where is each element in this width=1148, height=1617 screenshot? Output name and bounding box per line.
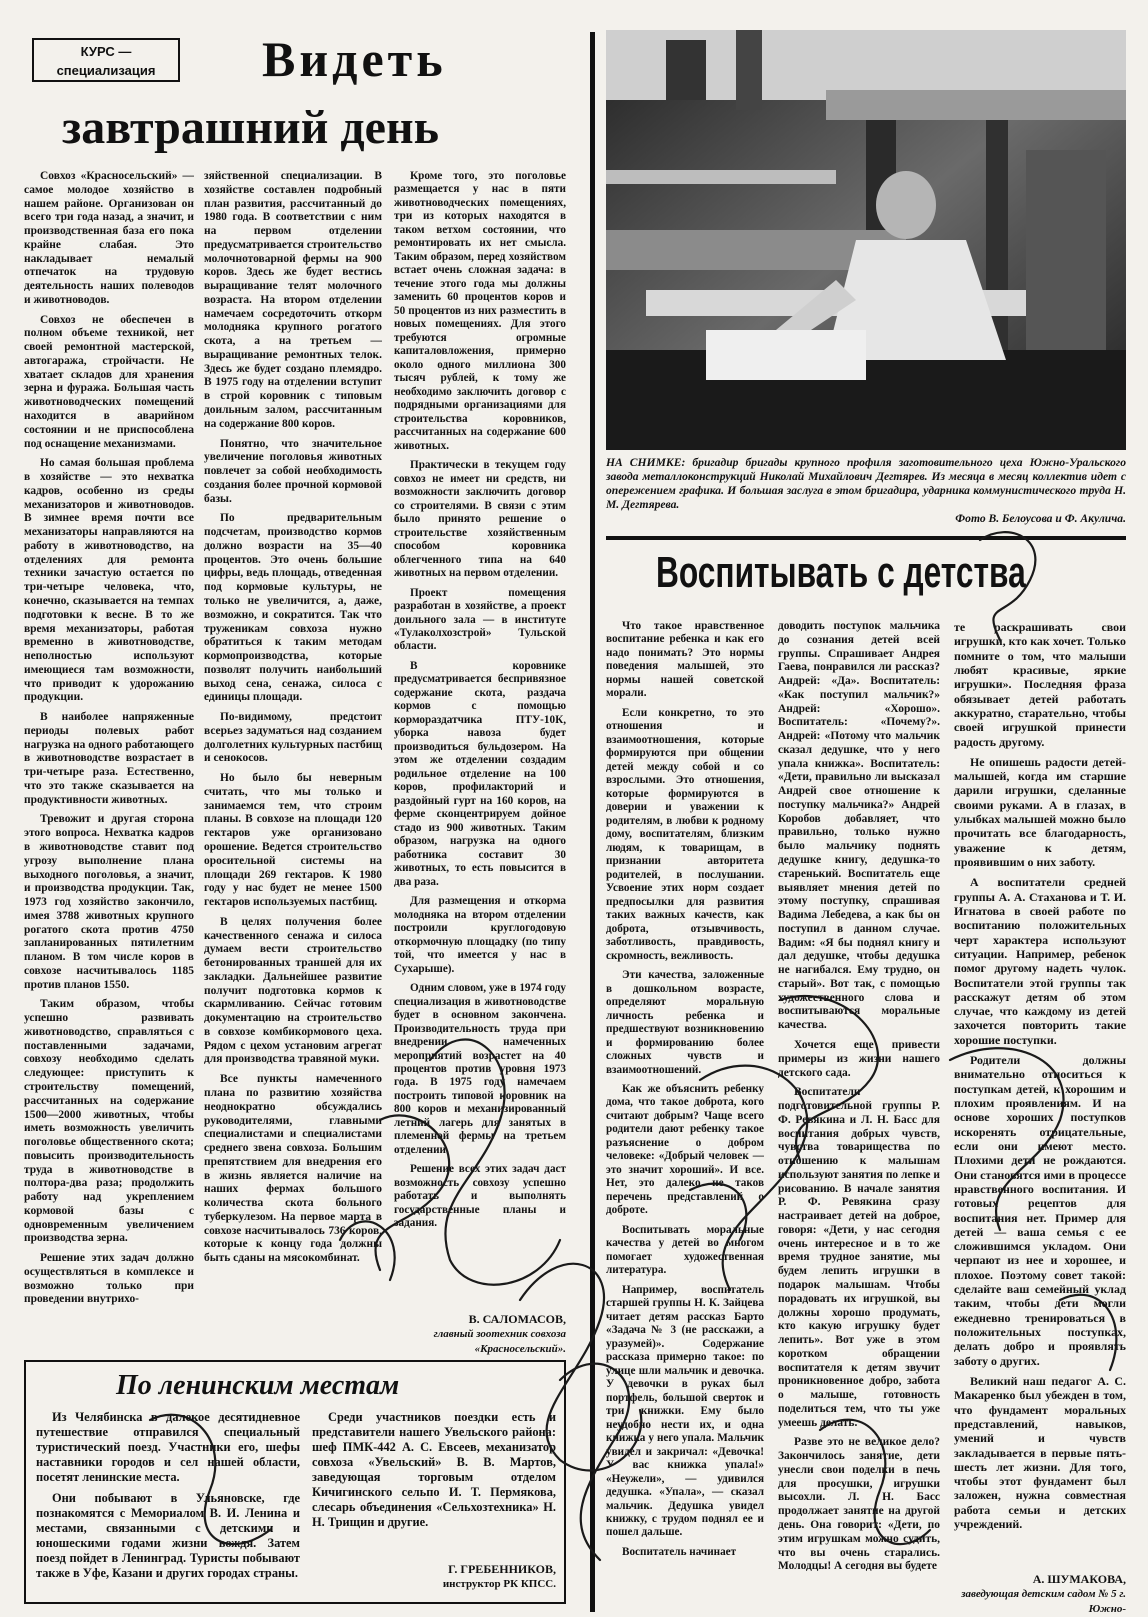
article2-col1-paragraph: Если конкретно, то это отношения и взаимоотношения, которые формируются при общении детей между собой и со взрослыми. Это отношения, которые формируются в доверии и уважении к родителям, в любви к родному дому, воспитателям, близким людям, к товарищам, в признании авторитета родителей, в послушании. Усвоение этих норм создает предпосылки для развития таких важных качеств, как доброта, отзывчивость, заботливость, правдивость, скромность, вежливость. (606, 706, 764, 962)
article1-col3-paragraph: Кроме того, это поголовье размещается у нас в пяти животноводческих помещениях, три из которых находятся в таком ветхом состоянии, что ремонтировать их нет смысла. Таким образом, перед хозяйством встает очень сложная задача: в течение этого года мы должны заменить 60 процентов коров и 50 процентов из них разместить в новых помещениях. Для этого требуются огромные капиталовложения, примерно около одного миллиона 300 тысяч рублей, к тому же необходимо заключить договор с подрядными организациями для строительства коровников, рассчитанных на содержание 600 животных. (394, 170, 566, 452)
article3-author: Г. ГРЕБЕННИКОВ, (448, 1562, 556, 1576)
article1-col3-paragraph: Проект помещения разработан в хозяйстве, а проект доильного зала — в институте «Тулаколхозстрой» Тульской области. (394, 586, 566, 653)
section-divider (606, 536, 1126, 540)
article2-col3-paragraph: Великий наш педагог А. С. Макаренко был убежден в том, что фундамент моральных представлений, навыков, умений и чувств закладывается в первые пять-шесть лет жизни. Для того, чтобы этот фундамент был заложен, нужна совместная работа семьи и детских учреждений. (954, 1373, 1126, 1532)
photo-credit: Фото В. Белоусова и Ф. Акулича. (955, 512, 1126, 525)
photo-caption-block (606, 456, 1126, 526)
rubric-line2: специализация (56, 63, 156, 78)
article2-col2-paragraph: Воспитатели подготовительной группы Р. Ф. Ревякина и Л. Н. Басс для воспитания добрых чувств, чувства товарищества по отношению к малышам используют занятия по лепке и рисованию. В начале занятия Р. Ф. Ревякина сразу настраивает детей на доброе, говоря: «Дети, у нас сегодня очень интересное и в то же время трудное занятие, мы будем лепить игрушки в подарок малышам. Чтобы порадовать их игрушкой, вы должны хорошо продумать, кто какую игрушку будет лепить». Вот уже в этом коротком обращении воспитателя к детям звучит проникновенное добро, забота о малыше, готовность поделиться тем, что ты уже умеешь делать. (778, 1086, 940, 1429)
article1-title-line1: Видеть (262, 31, 447, 87)
article2-col1-paragraph: Как же объяснить ребенку дома, что такое доброта, кого считают добрым? Чаще всего родители дают ребенку такое разъяснение о добром человеке: «Добрый человек — это значит хороший». И все. Нет, это далеко не таков перечень представлений о доброте. (606, 1082, 764, 1217)
article1-col1-paragraph: Решение этих задач должно осуществляться в комплексе и возможно только при проведении внутрихо- (24, 1252, 194, 1306)
article1-col1-paragraph: Совхоз не обеспечен в полном объеме техникой, нет своей ремонтной мастерской, автогаража, стройчасти. Не хватает складов для хранения зерна и фуража. Большая часть животноводческих помещений находится в аварийном состоянии и не приспособлена под оснащение механизмами. (24, 313, 194, 450)
article2-col1-paragraph: Что такое нравственное воспитание ребенка и как его надо понимать? Это нормы поведения малышей, это нормы нашей советской морали. (606, 620, 764, 700)
photo-caption: НА СНИМКЕ: бригадир бригады крупного профиля заготовительного цеха Южно-Уральского завода металлоконструкций Николай Михайлович Дегтярев. Из месяца в месяц коллектив идет с опережением графика. И большая заслуга в этом бригадира, ударника коммунистического труда Н. М. Дегтярева. (606, 456, 1126, 511)
article1-col3-paragraph: Решение всех этих задач даст возможность совхозу успешно работать и выполнять государственные планы и задания. (394, 1163, 566, 1230)
article1-col3-paragraph: В коровнике предусматривается беспривязное содержание скота, раздача кормов с помощью кормораздатчика ПТУ-10К, уборка навоза будет производиться бульдозером. На этом же отделении создадим родильное отделение на 100 коров, профилакторий и раздойный гурт на 160 коров, на ферме сконцентрируем дойное стадо из 900 животных. Таким образом, нагрузка на одного работника составит 30 животных, то есть повысится в два раза. (394, 659, 566, 888)
article1-column-1 (24, 170, 194, 1350)
article1-title-line2: завтрашний день (62, 101, 439, 154)
article1-col1-paragraph: Тревожит и другая сторона этого вопроса. Нехватка кадров в животноводстве ставит под угрозу выполнение плана выходного поголовья, а значит, и производства продукции. Так, 1973 год хозяйство закончило, имея 3788 животных крупного рогатого скота против 4750 запланированных пятилетним планом. В том числе коров в совхозе насчитывалось 1185 против планов 1550. (24, 813, 194, 991)
article2-col3-paragraph: те раскрашивать свои игрушки, кто как хочет. Только помните о том, что малыши любят красивые, яркие игрушки». Последняя фраза обязывает детей работать аккуратно, старательно, чтобы своей игрушкой принести радость другому. (954, 620, 1126, 749)
rubric-line1: КУРС — (80, 44, 132, 59)
article1-col1-paragraph: В наиболее напряженные периоды полевых работ нагрузка на одного работающего в животноводстве возрастает в три-четыре раза. Естественно, что это также сказывается на продуктивности животных. (24, 711, 194, 806)
article2-col3-paragraph: Родители должны внимательно относиться к поступкам детей, к хорошим и плохим проявлениям. И на основе хороших поступков искоренять отрицательные, если они имеют место. Плохими дети не рождаются. Они становятся ими в процессе нравственного воспитания. И готовых рецептов для воспитания нет. Пример для детей — ваша семья с ее сложившимся укладом. Они черпают из нее и хорошее, и плохое. Поэтому совет такой: сделайте ваш семейный уклад таким, чтобы дети могли ежедневно тренироваться в положительных поступках, делать добро и проявлять заботу о других. (954, 1053, 1126, 1368)
article1-col3-paragraph: Для размещения и откорма молодняка на втором отделении построили круглогодовую откормочную площадку (по типу той, что имеется у нас в Сухарыше). (394, 895, 566, 975)
article2-title: Воспитывать с детства (656, 548, 1026, 597)
article1-col1-paragraph: Но самая большая проблема в хозяйстве — это нехватка кадров, особенно из среды механизаторов и животноводов. В зимнее время почти все механизаторы направляются на работу в животноводство, на отделениях для ремонта техники зачастую остается по три-четыре человека, что, конечно, сказывается на темпах подготовки к весне. В то же время механизаторы, работая временно в животноводстве, неполностью используют имеющиеся там возможности, что приводит к удорожанию продукции. (24, 457, 194, 704)
article2-signature (954, 1572, 1126, 1617)
article1-col2-paragraph: По-видимому, предстоит всерьез задуматься над созданием долголетних культурных пастбищ и сенокосов. (204, 711, 382, 765)
article1-column-2 (204, 170, 382, 1350)
article3-col2-paragraph: Среди участников поездки есть и представители нашего Увельского района: шеф ПМК-442 А. С. Евсеев, механизатор совхоза «Увельский» В. В. Мартов, заведующая торговым отделом Кичигинского сельпо И. Т. Пермякова, слесарь объединения «Сельхозтехника» Н. Н. Трищин и другие. (312, 1410, 556, 1529)
column-divider (590, 32, 595, 1612)
article1-col2-paragraph: Но было бы неверным считать, что мы только и занимаемся тем, что строим планы. В совхозе на площади 120 гектаров уже организовано орошение. Ведется строительство оросительной системы на площади 269 гектаров. К 1980 году у нас будет не менее 1500 гектаров используемых пастбищ. (204, 772, 382, 909)
article2-col2-paragraph: Разве это не великое дело? Закончилось занятие, дети унесли свои поделки в печь для просушки, игрушки высохли. Л. Н. Басс продолжает занятие на другой день. Она говорит: «Дети, по этим игрушкам можно судить, что вы очень старались. Молодцы! А сегодня вы будете (778, 1436, 940, 1573)
article2-col1-paragraph: Например, воспитатель старшей группы Н. К. Зайцева читает детям рассказ Барто «Задача № 3 (не расскажи, а уразумей)». Содержание рассказа примерно такое: по улице шли мальчик и девочка. У девочки в руках был портфель, большой сверток и три книжки. Ему было неудобно нести их, и одна книжка у него упала. Мальчик увидел и закричал: «Девочка! У вас книжка упала!» «Неужели», — удивился дедушка. «Упала», — сказал мальчик. Дедушка увидел книжку, с трудом поднял ее и пошел дальше. (606, 1283, 764, 1539)
article1-col2-paragraph: Все пункты намеченного плана по развитию хозяйства неоднократно обсуждались руководителями, главными специалистами и специалистами среднего звена совхоза. Большим препятствием для внедрения его в жизнь является наличие на наших фермах большого количества скота больного туберкулезом. На первое марта в совхозе насчитывалось 736 коров, которые к концу года должны быть сданы на мясокомбинат. (204, 1073, 382, 1265)
article1-col3-paragraph: Практически в текущем году совхоз не имеет ни средств, ни возможности заключить договор со строителями. В связи с этим было принято решение о строительстве хозяйственным способом коровника облегченного типа на 640 животных на первом отделении. (394, 459, 566, 580)
article1-col2-paragraph: В целях получения более качественного сенажа и силоса думаем вести строительство бетонированных траншей для их закладки. Дальнейшее развитие получит подготовка кормов к скармливанию. Сейчас готовим документацию на строительство в совхозе комбикормового цеха. Рядом с цехом установим агрегат для производства травяной муки. (204, 915, 382, 1066)
article3-author-role: инструктор РК КПСС. (442, 1578, 556, 1590)
article1-col2-paragraph: По предварительным подсчетам, производство кормов должно возрасти на 35—40 процентов. Это очень большие цифры, ведь площадь, отведенная под кормовые культуры, не только не увеличится, а, даже, возможно, и сократится. Так что труженикам совхоза нужно обратиться к таким методам кормопроизводства, которые позволят получить наибольший выход сена, сенажа, силоса с единицы площади. (204, 512, 382, 704)
article1-col1-paragraph: Совхоз «Красносельский» — самое молодое хозяйство в нашем районе. Организован он всего три года назад, а значит, и производственная база его пока крайне слабая. Это накладывает немалый отпечаток на трудовую деятельность наших полеводов и животноводов. (24, 170, 194, 306)
article1-column-3 (394, 170, 566, 1280)
article3-col1-paragraph: Из Челябинска в далекое десятидневное путешествие отправился специальный туристический поезд. Участники его, шефы наставники городов и сел нашей области, посетят ленинские места. (36, 1410, 300, 1484)
article1-author-role2: «Красносельский». (474, 1343, 566, 1355)
article2-col1-paragraph: Воспитывать моральные качества у детей во многом помогает художественная литература. (606, 1223, 764, 1277)
article1-signature (394, 1312, 566, 1357)
article2-col1-paragraph: Воспитатель начинает (622, 1545, 737, 1558)
article2-author: А. ШУМАКОВА, (1032, 1572, 1126, 1586)
article2-col3-paragraph: А воспитатели средней группы А. А. Стаханова и Т. И. Игнатова в своей работе по воспитанию положительных черт характера используют ситуации. Например, ребенок помог другому надеть чулок. Воспитатели этой группы так расскажут детям об этом случае, что каждому из детей захочется повторить такие хорошие поступки. (954, 875, 1126, 1047)
article1-col1-paragraph: Таким образом, чтобы успешно развивать животноводство, справляться с поставленными задачами, совхозу необходимо сделать следующее: приступить к строительству помещений, рассчитанных на содержание 1500—2000 животных, чтобы иметь возможность увеличить поголовье общественного скота; повысить производительность труда в животноводстве в полтора-два раза; продолжить работу над укреплением кормовой базы с одновременным увеличением производства зерна. (24, 998, 194, 1245)
article1-col2-paragraph: Понятно, что значительное увеличение поголовья животных повлечет за собой необходимость создания более прочной кормовой базы. (204, 437, 382, 505)
article1-col3-paragraph: Одним словом, уже в 1974 году специализация в животноводстве будет в основном закончена. Производительность труда при внедрении намеченных мероприятий возрастет на 40 процентов против уровня 1973 года. В 1975 году намечаем построить типовой коровник на 800 коров и механизированный летний лагерь для занятых в племенной фермы на третьем отделении. (394, 982, 566, 1156)
article3-column-2 (312, 1410, 556, 1540)
article1-author-role1: главный зоотехник совхоза (433, 1328, 566, 1340)
article2-col2-paragraph: Хочется еще привести примеры из жизни нашего детского сада. (778, 1038, 940, 1079)
article1-author: В. САЛОМАСОВ, (468, 1312, 566, 1326)
article2-author-role: заведующая детским садом № 5 г. Южно- (961, 1588, 1126, 1615)
article3-column-1 (36, 1410, 300, 1596)
photo-image (606, 30, 1126, 450)
article2-column-1 (606, 620, 764, 1612)
article1-col2-paragraph: зяйственной специализации. В хозяйстве составлен подробный план развития, рассчитанный до 1980 года. В соответствии с ним на первом отделении предусматривается строительство молочнотоварной фермы на 900 коров. Здесь же будет вестись выращивание телят молочного возраста. На втором отделении намечаем сосредоточить откорм молодняка крупного рогатого скота, а на третьем — выращивание ремонтных телок. Здесь же будет создано племядро. В 1975 году на отделении вступит в строй коровник с типовым доильным залом, рассчитанным на содержание 800 коров. (204, 170, 382, 430)
article2-col3-paragraph: Не опишешь радости детей-малышей, когда им старшие дарили игрушки, сделанные своими руками. А в глазах, в улыбках малышей можно было прочитать все благодарность, уважение к детям, проявившим о них заботу. (954, 754, 1126, 869)
article2-col1-paragraph: Эти качества, заложенные в дошкольном возрасте, определяют моральную личность ребенка и предшествуют возникновению и формированию более сложных чувств и взаимоотношений. (606, 969, 764, 1076)
article2-column-2 (778, 620, 940, 1612)
rubric-box (32, 38, 180, 82)
article2-col2-paragraph: доводить поступок мальчика до сознания детей всей группы. Спрашивает Андрея Гаева, понравился ли рассказ? Андрей: «Да». Воспитатель: «Как поступил мальчик?» Андрей: «Хорошо». Воспитатель: «Почему?». Андрей: «Потому что мальчик сказал дедушке, что у него упала книжка». Воспитатель: «Дети, правильно ли высказал Андрей свое отношение к поступку мальчика?» Андрей Коробов добавляет, что правильно, только нужно было мальчику поднять дедушке книгу, дедушка-то старенький. Воспитатель еще выявляет мнения детей по этому поступку, спрашивая Вадима Лебедева, а как бы он поступил в данном случае. Вадим: «Я бы поднял книгу и дал дедушке, чтобы дедушка не нагибался. Ему трудно, он старый». Вот так, с помощью художественного слова и воспитываются моральные качества. (778, 620, 940, 1032)
article2-column-3 (954, 620, 1126, 1538)
photo-worker (606, 30, 1126, 450)
article3-signature (312, 1562, 556, 1592)
article3-col1-paragraph: Они побывают в Ульяновске, где познакомятся с Мемориалом В. И. Ленина и местами, связанными с детскими и юношескими годами жизни вождя. Затем поезд пойдет в Ленинград. Туристы побывают также в Уфе, Казани и других городах страны. (36, 1491, 300, 1580)
article3-title: По ленинским местам (116, 1370, 400, 1401)
